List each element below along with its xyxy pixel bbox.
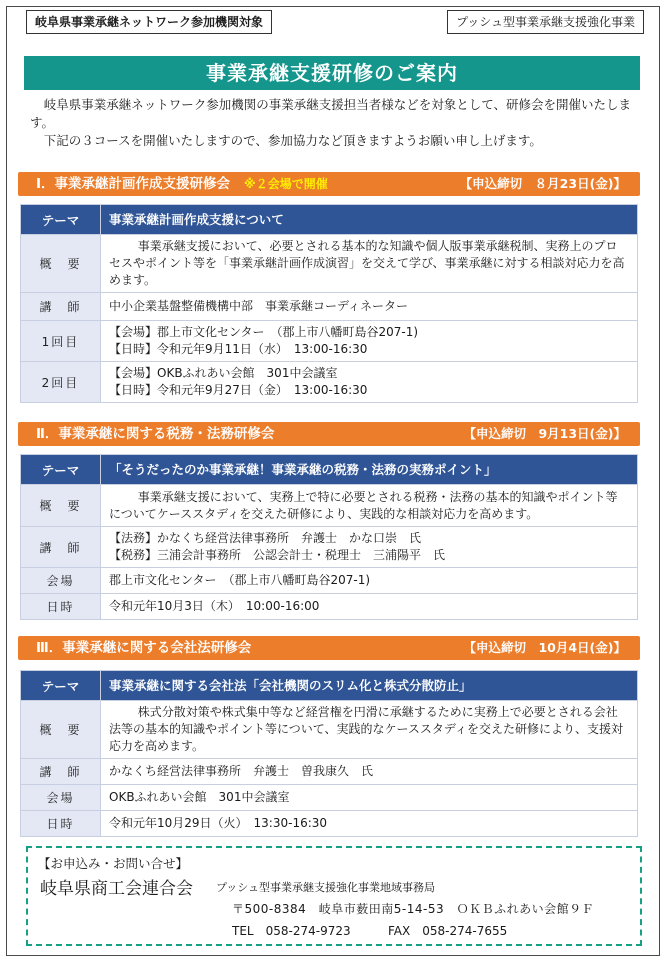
section-3-header: [18, 636, 640, 660]
summary-value: 事業承継支援において、必要とされる基本的な知識や個人版事業承継税制、実務上のプロセスやポイント等を「事業承継計画作成演習」を交えて学び、事業承継に対する相談対応力を高めます。: [101, 235, 638, 293]
section-2-header: [18, 422, 640, 446]
instructor-value: かなくち経営法律事務所 弁護士 曽我康久 氏: [101, 759, 638, 785]
theme-label: テーマ: [21, 671, 101, 701]
instructor-tax: 【税務】三浦会計事務所 公認会計士・税理士 三浦陽平 氏: [109, 548, 446, 562]
section-1-table: [20, 204, 638, 403]
instructor-value: 中小企業基盤整備機構中部 事業承継コーディネーター: [101, 293, 638, 321]
section-3-table: [20, 670, 638, 837]
table-row: [21, 455, 638, 485]
theme-label: テーマ: [21, 455, 101, 485]
section-2-title: Ⅱ．事業承継に関する税務・法務研修会: [36, 426, 275, 442]
instructor-label: 講 師: [21, 759, 101, 785]
section-3-deadline: 【申込締切 10月4日(金)】: [463, 640, 626, 655]
table-row: [21, 362, 638, 403]
round-2-date: 【日時】令和元年9月27日（金） 13:00-16:30: [109, 383, 368, 397]
theme-value: 「そうだったのか事業承継！事業承継の税務・法務の実務ポイント」: [101, 455, 638, 485]
round-1-date: 【日時】令和元年9月11日（水） 13:00-16:30: [109, 342, 368, 356]
round-2-value: [101, 362, 638, 403]
section-2-deadline: 【申込締切 9月13日(金)】: [463, 426, 626, 441]
instructor-value: [101, 527, 638, 568]
summary-label: 概 要: [21, 485, 101, 527]
contact-title: 【お申込み・お問い合せ】: [38, 856, 189, 871]
intro-text: [30, 96, 636, 150]
venue-label: 会場: [21, 785, 101, 811]
theme-value: 事業承継計画作成支援について: [101, 205, 638, 235]
instructor-legal: 【法務】かなくち経営法律事務所 弁護士 かな口崇 氏: [109, 531, 422, 545]
table-row: [21, 759, 638, 785]
table-row: [21, 568, 638, 594]
contact-organization: 岐阜県商工会連合会: [40, 879, 193, 899]
contact-office: プッシュ型事業承継支援強化事業地域事務局: [216, 881, 436, 894]
table-row: [21, 235, 638, 293]
theme-value: 事業承継に関する会社法「会社機関のスリム化と株式分散防止」: [101, 671, 638, 701]
summary-value: 株式分散対策や株式集中等など経営権を円滑に承継するために実務上で必要とされる会社法等の基本的知識やポイント等について、実践的なケーススタディを交えた研修により、支援対応力を高めます。: [101, 701, 638, 759]
round-2-label: 2回目: [21, 362, 101, 403]
section-1-header: [18, 172, 640, 196]
venue-label: 会場: [21, 568, 101, 594]
contact-box: [26, 846, 642, 946]
summary-label: 概 要: [21, 701, 101, 759]
table-row: [21, 293, 638, 321]
table-row: [21, 785, 638, 811]
contact-fax: FAX 058-274-7655: [388, 924, 508, 938]
section-1-deadline: 【申込締切 ８月23日(金)】: [459, 176, 626, 191]
page-title: 事業承継支援研修のご案内: [24, 56, 640, 90]
table-row: [21, 205, 638, 235]
table-row: [21, 321, 638, 362]
summary-label: 概 要: [21, 235, 101, 293]
date-label: 日時: [21, 594, 101, 620]
table-row: [21, 527, 638, 568]
intro-paragraph-1: 岐阜県事業承継ネットワーク参加機関の事業承継支援担当者様などを対象として、研修会を開催いたします。: [30, 97, 632, 130]
section-3-title: Ⅲ．事業承継に関する会社法研修会: [36, 640, 252, 656]
table-row: [21, 594, 638, 620]
round-2-venue: 【会場】OKBふれあい会館 301中会議室: [109, 366, 338, 380]
summary-value: 事業承継支援において、実務上で特に必要とされる税務・法務の基本的知識やポイント等についてケーススタディを交えた研修により、実践的な相談対応力を高めます。: [101, 485, 638, 527]
venue-value: OKBふれあい会館 301中会議室: [101, 785, 638, 811]
instructor-label: 講 師: [21, 293, 101, 321]
program-name-tag: プッシュ型事業承継支援強化事業: [447, 10, 644, 34]
section-2-table: [20, 454, 638, 620]
section-1-title: Ⅰ．事業承継計画作成支援研修会: [36, 176, 231, 192]
round-1-value: [101, 321, 638, 362]
round-1-venue: 【会場】郡上市文化センター （郡上市八幡町島谷207-1): [109, 325, 419, 339]
contact-phone: TEL 058-274-9723: [232, 924, 351, 938]
theme-label: テーマ: [21, 205, 101, 235]
intro-paragraph-2: 下記の３コースを開催いたしますので、参加協力など頂きますようお願い申し上げます。: [43, 133, 542, 148]
table-row: [21, 485, 638, 527]
table-row: [21, 701, 638, 759]
section-1-highlight: ※２会場で開催: [244, 177, 328, 191]
round-1-label: 1回目: [21, 321, 101, 362]
venue-value: 郡上市文化センター （郡上市八幡町島谷207-1): [101, 568, 638, 594]
instructor-label: 講 師: [21, 527, 101, 568]
table-row: [21, 811, 638, 837]
date-value: 令和元年10月29日（火） 13:30-16:30: [101, 811, 638, 837]
contact-address: 〒500-8384 岐阜市薮田南5-14-53 ＯＫＢふれあい会館９Ｆ: [232, 902, 595, 916]
table-row: [21, 671, 638, 701]
date-label: 日時: [21, 811, 101, 837]
date-value: 令和元年10月3日（木） 10:00-16:00: [101, 594, 638, 620]
target-audience-tag: 岐阜県事業承継ネットワーク参加機関対象: [26, 10, 272, 34]
